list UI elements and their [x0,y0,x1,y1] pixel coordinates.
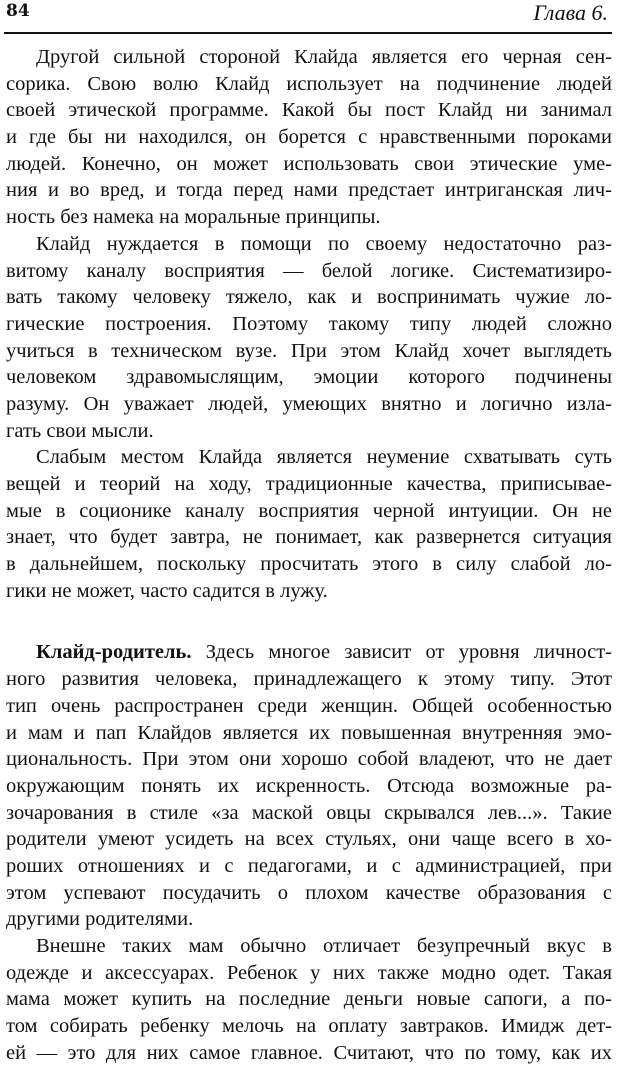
text-line: гики не может, часто садится в лужу. [6,579,328,602]
text-line: гать свои мысли. [6,419,154,442]
chapter-title: Глава 6. [533,0,608,25]
paragraph [6,444,612,604]
page-number: 84 [6,1,30,21]
text-line: людей. Конечно, он может использовать свои этические уме- [6,152,612,175]
text-line: Клайд нуждается в помощи по своему недостаточно раз- [36,232,612,255]
paragraph [6,639,612,933]
paragraph [6,44,612,231]
text-line [6,639,612,666]
text-line: том собирать ребенку мелочь на оплату завтраков. Имидж дет- [6,1015,612,1038]
text-line: в дальнейшем, поскольку просчитать этого в силу слабой ло- [6,553,612,576]
text-line: разуму. Он уважает людей, умеющих внятно и логично изла- [6,392,612,415]
text-line: вать такому человеку тяжело, как и воспринимать чужие ло- [6,286,612,309]
body-text [6,44,612,1066]
header-rule [4,32,612,34]
text-line: учиться в техническом вузе. При этом Клайд хочет выглядеть [6,339,612,362]
text-line: витому каналу восприятия — белой логике. Систематизиро- [6,259,612,282]
text-line: зочарования в стиле «за маской овцы скрывался лев...». Такие [6,801,612,824]
text-line: вещей и теорий на ходу, традиционные качества, приписывае- [6,473,612,495]
text-line: ния и во вред, и тогда перед нами предстает интриганская лич- [6,179,612,202]
section-gap [6,604,612,639]
text-line: сорика. Свою волю Клайд использует на подчинение людей [6,72,612,95]
text-line: родители умеют усидеть на всех стульях, они чаще всего в хо- [6,828,612,851]
text-line: другими родителями. [6,908,194,931]
text-line: ного развития человека, принадлежащего к этому типу. Этот [6,668,612,691]
text-line: Слабым местом Клайда является неумение схватывать суть [36,446,612,469]
text-line: и где бы ни находился, он борется с нравственными пороками [6,126,612,149]
text-line: циональность. При этом они хорошо собой владеют, что не дает [6,748,612,771]
text-line: человеком здравомыслящим, эмоции которого подчинены [6,366,612,389]
text-line: одежде и аксессуарах. Ребенок у них также модно одет. Такая [6,961,612,984]
text-line: ей — это для них самое главное. Считают, что по тому, как их [6,1041,612,1064]
text-line: и мам и пап Клайдов является их повышенная внутренняя эмо- [6,721,612,744]
text-line: мама может купить на последние деньги новые сапоги, а по- [6,988,612,1011]
text-line: гические построения. Поэтому такому типу людей сложно [6,312,612,335]
text-line: своей этической программе. Какой бы пост Клайд ни занимал [6,99,612,122]
text-line: ность без намека на моральные принципы. [6,206,381,229]
paragraph [6,231,612,445]
text-line: мые в соционике каналу восприятия черной интуиции. Он не [6,499,612,522]
section-heading: Клайд-родитель. [36,641,192,664]
text-line: Другой сильной стороной Клайда является его черная сен- [36,46,612,68]
page-header [0,0,620,28]
text-line: роших отношениях и с педагогами, и с администрацией, при [6,854,612,877]
text-run: Здесь многое зависит от уровня личност- [191,641,612,664]
text-line: этом успевают посудачить о плохом качестве образования с [6,881,612,904]
text-line: Внешне таких мам обычно отличает безупречный вкус в [36,935,612,957]
text-line: тип очень распространен среди женщин. Общей особенностью [6,694,612,717]
paragraph [6,933,612,1066]
text-line: знает, что будет завтра, не понимает, как развернется ситуация [6,526,612,549]
text-line: окружающим понять их искренность. Отсюда возможные ра- [6,774,612,797]
